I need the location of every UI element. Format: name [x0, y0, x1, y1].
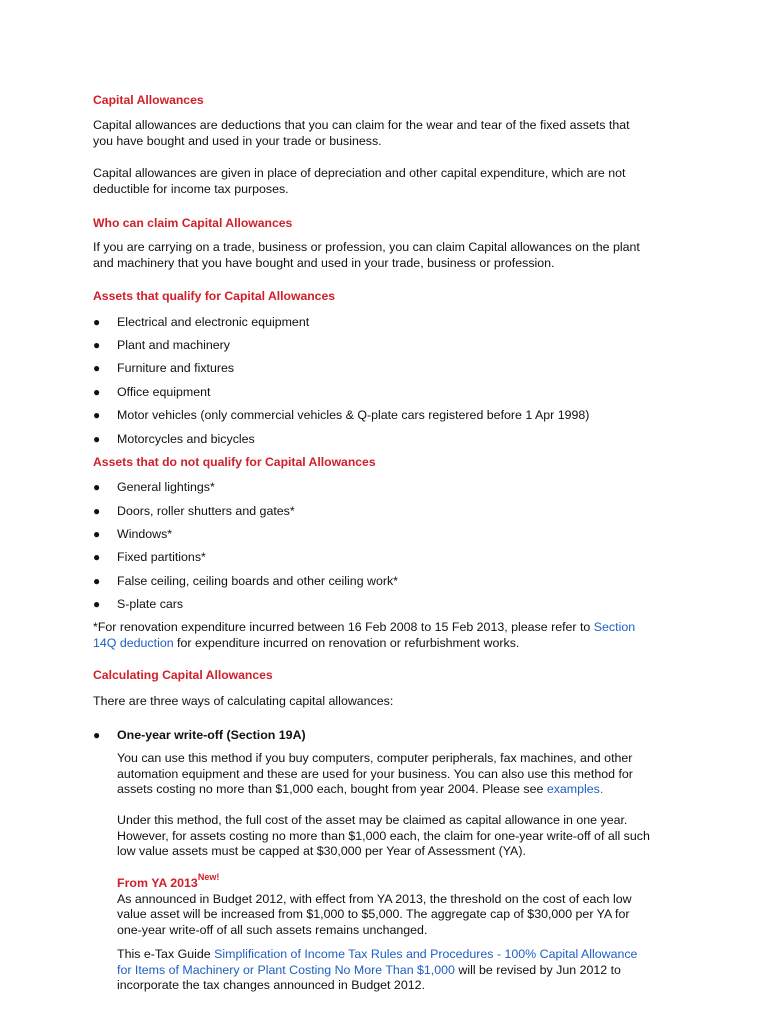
- paragraph-line: you have bought and used in your trade or business.: [93, 133, 382, 148]
- paragraph-definition: [93, 118, 683, 149]
- bullet-icon: ●: [93, 385, 101, 399]
- paragraph-line: This e-Tax Guide Simplification of Income Tax Rules and Procedures - 100% Capital Allowance: [117, 947, 638, 961]
- paragraph-line: 14Q deduction for expenditure incurred on renovation or refurbishment works.: [93, 635, 520, 650]
- bullet-icon: ●: [93, 408, 101, 422]
- paragraph-depreciation: [93, 166, 683, 197]
- paragraph-line: However, for assets costing no more than $1,000 each, the claim for one-year write-off of all such: [117, 828, 650, 843]
- paragraph-line: for Items of Machinery or Plant Costing No More Than $1,000 will be revised by Jun 2012 to: [117, 962, 621, 977]
- bullet-icon: ●: [93, 361, 101, 375]
- heading-capital-allowances: Capital Allowances: [93, 93, 204, 107]
- section-14q-link-cont[interactable]: 14Q deduction: [93, 635, 174, 650]
- bullet-icon: ●: [93, 480, 101, 494]
- section-14q-link[interactable]: Section: [593, 620, 636, 634]
- paragraph-line: If you are carrying on a trade, business or profession, you can claim Capital allowances on the plant: [93, 240, 640, 254]
- heading-assets-qualify: Assets that qualify for Capital Allowances: [93, 289, 335, 303]
- paragraph-line: You can use this method if you buy computers, computer peripherals, fax machines, and other: [117, 751, 633, 765]
- paragraph-who-can-claim: [93, 240, 683, 271]
- bullet-icon: ●: [93, 728, 101, 742]
- paragraph-line: Under this method, the full cost of the asset may be claimed as capital allowance in one year.: [117, 813, 628, 827]
- method-paragraph-2: [117, 813, 677, 860]
- bullet-icon: ●: [93, 597, 101, 611]
- paragraph-line: one-year write-off of all such assets remains unchanged.: [117, 922, 428, 937]
- etax-guide-link-cont[interactable]: for Items of Machinery or Plant Costing No More Than $1,000: [117, 962, 455, 977]
- bullet-icon: ●: [93, 527, 101, 541]
- bullet-icon: ●: [93, 432, 101, 446]
- method-paragraph-1: [117, 751, 677, 798]
- new-badge: New!: [197, 872, 220, 882]
- paragraph-line: Capital allowances are given in place of depreciation and other capital expenditure, which are not: [93, 166, 626, 180]
- paragraph-line: Capital allowances are deductions that you can claim for the wear and tear of the fixed assets that: [93, 118, 630, 132]
- paragraph-line: assets costing no more than $1,000 each, bought from year 2004. Please see examples.: [117, 782, 604, 797]
- etax-guide-link[interactable]: Simplification of Income Tax Rules and Procedures - 100% Capital Allowance: [214, 947, 638, 961]
- heading-who-can-claim: Who can claim Capital Allowances: [93, 216, 293, 230]
- bullet-icon: ●: [93, 338, 101, 352]
- bullet-icon: ●: [93, 315, 101, 329]
- paragraph-line: value asset will be increased from $1,000 to $5,000. The aggregate cap of $30,000 per YA for: [117, 907, 630, 922]
- examples-link[interactable]: examples.: [546, 782, 604, 797]
- bullet-icon: ●: [93, 550, 101, 564]
- paragraph-intro: There are three ways of calculating capital allowances:: [93, 694, 394, 708]
- ya-2013-block: [117, 872, 677, 939]
- paragraph-line: low value assets must be capped at $30,000 per Year of Assessment (YA).: [117, 844, 526, 859]
- paragraph-line: deductible for income tax purposes.: [93, 181, 289, 196]
- paragraph-line: automation equipment and these are used for your business. You can also use this method for: [117, 766, 633, 781]
- etax-guide-paragraph: [117, 947, 677, 994]
- heading-calculating: Calculating Capital Allowances: [93, 668, 273, 682]
- paragraph-line: *For renovation expenditure incurred between 16 Feb 2008 to 15 Feb 2013, please refer to Section: [93, 620, 636, 634]
- paragraph-line: As announced in Budget 2012, with effect from YA 2013, the threshold on the cost of each low: [117, 891, 632, 906]
- ya-2013-heading: From YA $2013^{New!}$: [117, 872, 220, 891]
- renovation-note: [93, 620, 683, 651]
- bullet-icon: ●: [93, 504, 101, 518]
- paragraph-line: incorporate the tax changes announced in Budget 2012.: [117, 978, 425, 993]
- bullet-icon: ●: [93, 574, 101, 588]
- method-title: One-year write-off (Section 19A): [117, 728, 306, 742]
- heading-assets-not-qualify: Assets that do not qualify for Capital Allowances: [93, 455, 376, 469]
- paragraph-line: and machinery that you have bought and used in your trade, business or profession.: [93, 255, 555, 270]
